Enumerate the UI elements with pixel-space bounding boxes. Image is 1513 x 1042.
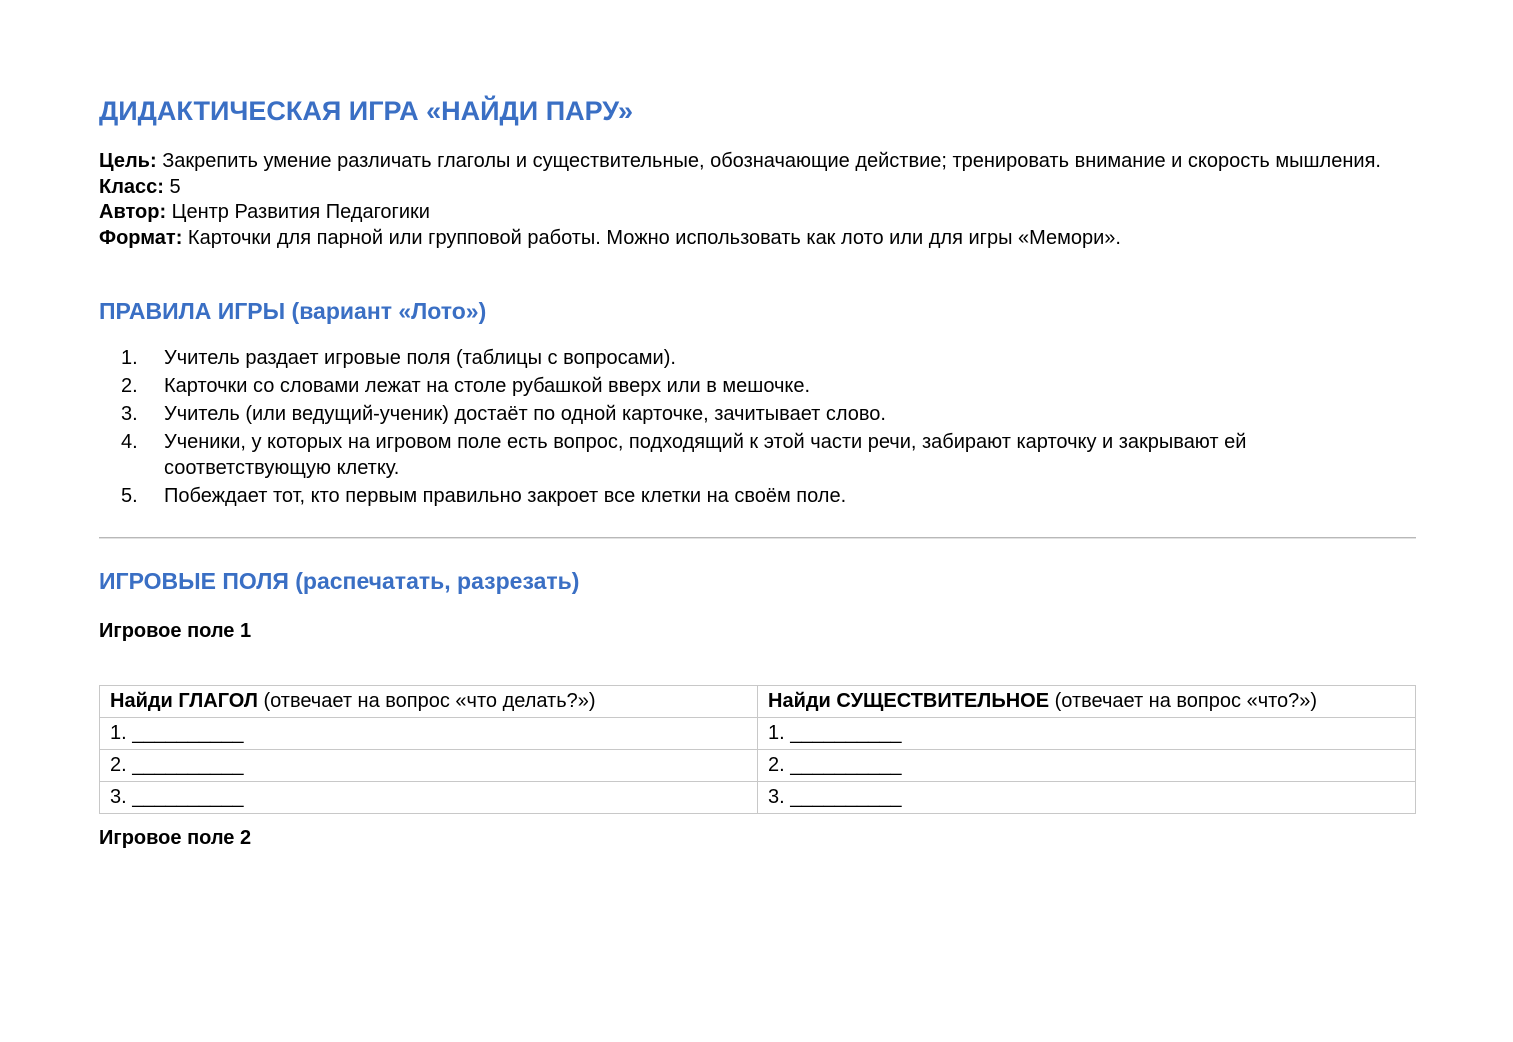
- meta-goal-text: Закрепить умение различать глаголы и существительные, обозначающие действие; тренировать внимание и скорость мышления.: [156, 150, 1381, 172]
- list-item-text: Побеждает тот, кто первым правильно закроет все клетки на своём поле.: [164, 484, 847, 507]
- table-cell: 2. __________: [758, 750, 1416, 782]
- table-row: [100, 750, 1416, 782]
- table-cell: 3. __________: [758, 782, 1416, 814]
- meta-block: [99, 149, 1416, 251]
- table-header-cell: [100, 686, 758, 718]
- fields-heading: ИГРОВЫЕ ПОЛЯ (распечатать, разрезать): [99, 568, 580, 594]
- list-item-number: 4.: [121, 431, 138, 453]
- header-verb-rest: (отвечает на вопрос «что делать?»): [257, 690, 596, 712]
- header-verb-bold: Найди ГЛАГОЛ: [110, 690, 258, 712]
- header-noun-rest: (отвечает на вопрос «что?»): [1049, 690, 1318, 712]
- list-item-text: Ученики, у которых на игровом поле есть вопрос, подходящий к этой части речи, забирают карточку и закрывают ей соответствующую клетку.: [164, 431, 1247, 479]
- meta-class: [99, 175, 1416, 201]
- meta-format-label: Формат:: [99, 226, 183, 249]
- meta-goal: [99, 149, 1416, 175]
- table-row: [100, 718, 1416, 750]
- meta-author: [99, 200, 1416, 226]
- list-item-text: Учитель (или ведущий-ученик) достаёт по одной карточке, зачитывает слово.: [164, 403, 886, 425]
- list-item: [99, 430, 1416, 481]
- meta-author-label: Автор:: [99, 201, 167, 223]
- table-cell: 3. __________: [100, 782, 758, 814]
- list-item: [99, 374, 1416, 400]
- field1-title: Игровое поле 1: [99, 620, 252, 642]
- list-item-number: 3.: [121, 403, 138, 425]
- rules-heading: ПРАВИЛА ИГРЫ (вариант «Лото»): [99, 298, 487, 324]
- meta-class-text: 5: [163, 175, 181, 198]
- list-item-number: 5.: [121, 484, 138, 507]
- list-item: [99, 346, 1416, 372]
- table-header-cell: [758, 686, 1416, 718]
- page-title: ДИДАКТИЧЕСКАЯ ИГРА «НАЙДИ ПАРУ»: [99, 96, 634, 126]
- table-header-row: [100, 686, 1416, 718]
- meta-author-text: Центр Развития Педагогики: [166, 201, 430, 223]
- horizontal-divider: [99, 537, 1416, 539]
- header-noun-bold: Найди СУЩЕСТВИТЕЛЬНОЕ: [768, 690, 1050, 712]
- table-cell: 1. __________: [758, 718, 1416, 750]
- table-cell: 1. __________: [100, 718, 758, 750]
- meta-class-label: Класс:: [99, 175, 164, 198]
- field2-title: Игровое поле 2: [99, 827, 252, 849]
- rules-list: [99, 346, 1416, 512]
- meta-format: [99, 226, 1416, 252]
- game-field-table: [99, 685, 1416, 814]
- list-item-number: 1.: [121, 347, 138, 369]
- table-row: [100, 782, 1416, 814]
- list-item: [99, 484, 1416, 510]
- list-item-text: Учитель раздает игровые поля (таблицы с вопросами).: [164, 347, 676, 369]
- meta-goal-label: Цель:: [99, 150, 157, 172]
- list-item-text: Карточки со словами лежат на столе рубашкой вверх или в мешочке.: [164, 375, 811, 397]
- meta-format-text: Карточки для парной или групповой работы. Можно использовать как лото или для игры «Мемори».: [182, 226, 1121, 249]
- list-item-number: 2.: [121, 375, 138, 397]
- table-cell: 2. __________: [100, 750, 758, 782]
- list-item: [99, 402, 1416, 428]
